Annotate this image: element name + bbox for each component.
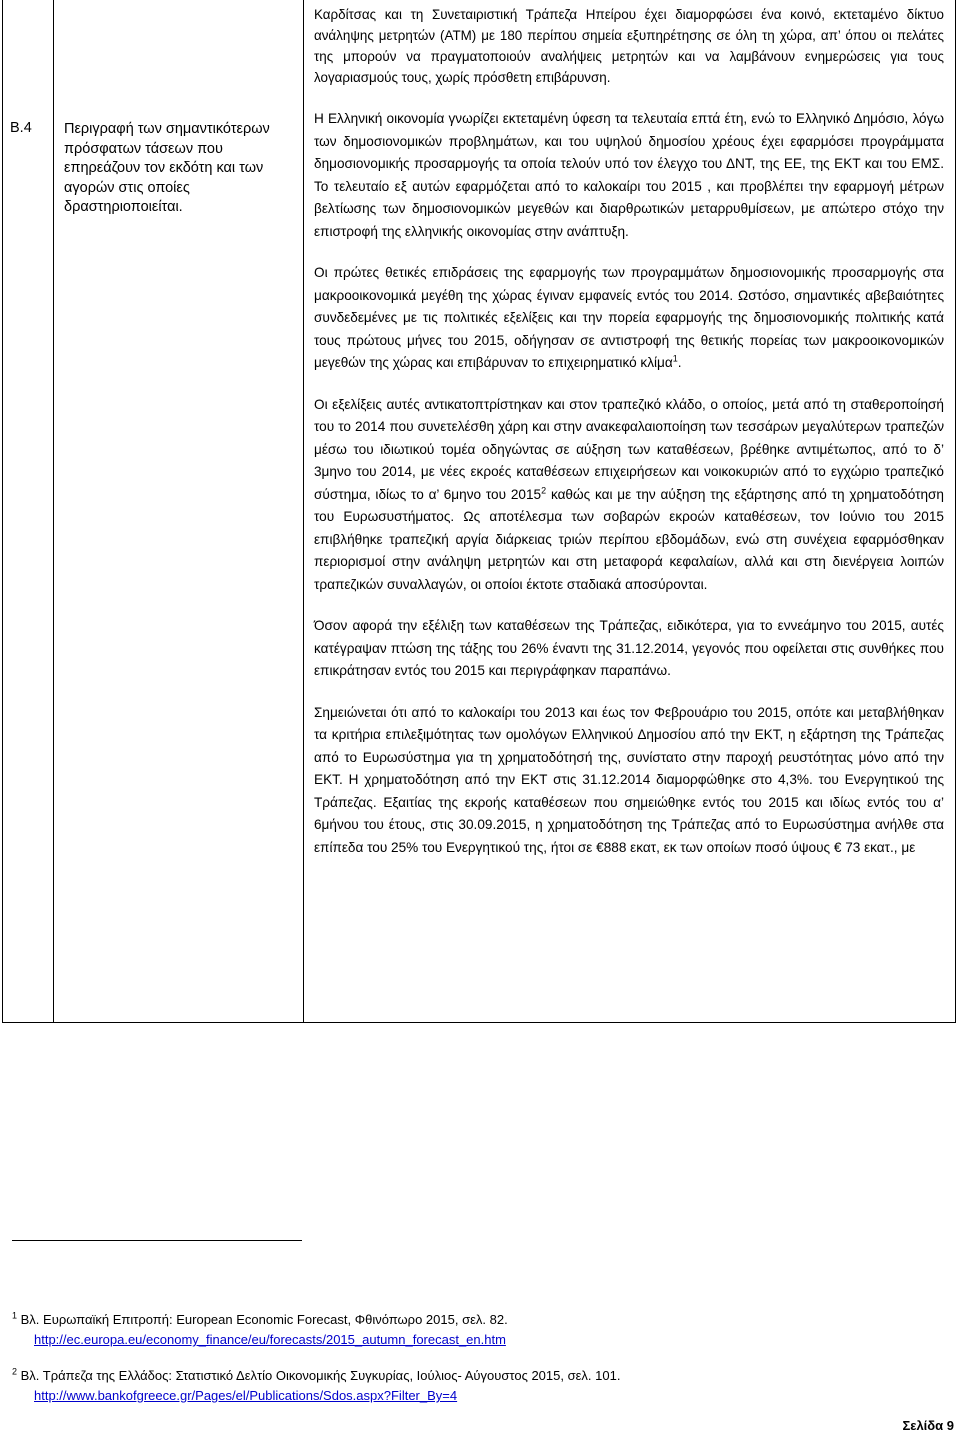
footnote-separator — [12, 1240, 302, 1241]
footnote-text: Βλ. Τράπεζα της Ελλάδος: Στατιστικό Δελτίο Οικονομικής Συγκυρίας, Ιούλιος- Αύγουστος 2015, σελ. 101. — [20, 1368, 621, 1383]
footnote-ref[interactable]: 2 — [541, 484, 547, 495]
section-number: B.4 — [10, 120, 32, 136]
footnote-number: 1 — [12, 1310, 18, 1321]
footnote-link[interactable]: http://ec.europa.eu/economy_finance/eu/forecasts/2015_autumn_forecast_en.htm — [34, 1332, 506, 1347]
paragraph-text: . — [677, 355, 682, 370]
footnote — [12, 1310, 508, 1350]
footnote-ref[interactable]: 1 — [672, 353, 678, 364]
footnote-text: Βλ. Ευρωπαϊκή Επιτροπή: European Economic Forecast, Φθινόπωρο 2015, σελ. 82. — [20, 1312, 508, 1327]
footnote — [12, 1366, 620, 1406]
page-number: Σελίδα 9 — [902, 1418, 954, 1433]
paragraph: Όσον αφορά την εξέλιξη των καταθέσεων της Τράπεζας, ειδικότερα, για το εννεάμηνο του 2015, αυτές κατέγραψαν πτώση της τάξης του 26% έναντι της 31.12.2014, γεγονός που οφείλεται στις συνθήκες που επικράτησαν εντός του 2015 και περιγράφηκαν παραπάνω. — [314, 618, 944, 678]
section-content — [314, 4, 944, 878]
section-title: Περιγραφή των σημαντικότερων πρόσφατων τάσεων που επηρεάζουν τον εκδότη και των αγορών στις οποίες δραστηριοποιείται. — [64, 121, 270, 215]
paragraph — [314, 394, 944, 597]
paragraph-text: Οι εξελίξεις αυτές αντικατοπτρίστηκαν και στον τραπεζικό κλάδο, ο οποίος, μετά από τη σταθεροποίησή του το 2014 που συνετελέσθη χάρη και στην ανακεφαλαιοποίηση των τεσσάρων μεγαλύτερων τραπεζών μέσω του ιδιωτικού τομέα οδηγώντας σε αύξηση των καταθέσεων, βρέθηκε αντιμέτωπος, από το δ’ 3μηνο του 2014, με νέες εκροές καταθέσεων επιχειρήσεων και νοικοκυριών από το εγχώριο τραπεζικό σύστημα, ιδίως το α’ 6μηνο του 2015 — [314, 396, 944, 502]
footnote-number: 2 — [12, 1366, 18, 1377]
paragraph-text: καθώς και με την αύξηση της εξάρτησης από τη χρηματοδότηση του Ευρωσυστήματος. Ως αποτέλεσμα των σοβαρών εκροών καταθέσεων, τον Ιούνιο του 2015 επιβλήθηκε τραπεζική αργία διάρκειας τριών περίπου εβδομάδων, ενώ στη συνέχεια εφαρμόσθηκαν περιορισμοί στην ανάληψη μετρητών και στη μεταφορά κεφαλαίων, αλλά και στη διενέργεια λοιπών τραπεζικών συναλλαγών, οι οποίοι έκτοτε σταδιακά αποσύρονται. — [314, 486, 944, 592]
footnote-link[interactable]: http://www.bankofgreece.gr/Pages/el/Publications/Sdos.aspx?Filter_By=4 — [34, 1388, 458, 1403]
paragraph: Η Ελληνική οικονομία γνωρίζει εκτεταμένη ύφεση τα τελευταία επτά έτη, ενώ το Ελληνικό Δημόσιο, λόγω των δημοσιονομικών προβλημάτων, και του υψηλού δημοσίου χρέους έχει εφαρμόσει προγράμματα δημοσιονομικής προσαρμογής τα οποία τελούν υπό τον έλεγχο του ΔΝΤ, της ΕΕ, της ΕΚΤ και του ΕΜΣ. Το τελευταίο εξ αυτών εφαρμόζεται από το καλοκαίρι του 2015 , και προβλέπει την εφαρμογή μέτρων βελτίωσης των δημοσιονομικών μεγεθών και διαρθρωτικών μεταρρυθμίσεων, με απώτερο στόχο την επιστροφή της ελληνικής οικονομίας στην ανάπτυξη. — [314, 111, 944, 239]
paragraph — [314, 262, 944, 375]
column-divider — [303, 0, 304, 1022]
paragraph-text: Οι πρώτες θετικές επιδράσεις της εφαρμογής των προγραμμάτων δημοσιονομικής προσαρμογής στα μακροοικονομικά μεγέθη της χώρας έγιναν εμφανείς εντός του 2014. Ωστόσο, σημαντικές αβεβαιότητες συνδεδεμένες με τις πολιτικές εξελίξεις και την πορεία εφαρμογής της δημοσιονομικής πολιτικής κατά τους πρώτους μήνες του 2015, οδήγησαν σε αντιστροφή της θετικής πορείας των μακροοικονομικών μεγεθών της χώρας και επιβάρυναν το επιχειρηματικό κλίμα — [314, 265, 944, 370]
paragraph: Σημειώνεται ότι από το καλοκαίρι του 2013 και έως τον Φεβρουάριο του 2015, οπότε και μεταβλήθηκαν τα κριτήρια επιλεξιμότητας των ομολόγων Ελληνικού Δημοσίου από την ΕΚΤ, η εξάρτηση της Τράπεζας από το Ευρωσύστημα για τη χρηματοδότησή της, συνίστατο στην παροχή ρευστότητας μόνο από την ΕΚΤ. Η χρηματοδότηση από την ΕΚΤ στις 31.12.2014 διαμορφώθηκε στο 4,3%. του Ενεργητικού της Τράπεζας. Εξαιτίας της εκροής καταθέσεων που σημειώθηκε εντός του 2015 και ιδίως εντός του α’ 6μήνου του έτους, στις 30.09.2015, η χρηματοδότηση της Τράπεζας από το Ευρωσύστημα ανήλθε στα επίπεδα του 25% του Ενεργητικού της, ήτοι σε €888 εκατ, εκ των οποίων ποσό ύψους € 73 εκατ., με — [314, 704, 944, 855]
column-divider — [53, 0, 54, 1022]
paragraph: Καρδίτσας και τη Συνεταιριστική Τράπεζα Ηπείρου έχει διαμορφώσει ένα κοινό, εκτεταμένο δίκτυο ανάληψης μετρητών (ΑΤΜ) με 180 περίπου σημεία εξυπηρέτησης σε όλη τη χώρα, απ’ όπου οι πελάτες της μπορούν να πραγματοποιούν αναλήψεις μετρητών και να λαμβάνουν ενημερώσεις για τους λογαριασμούς τους, χωρίς πρόσθετη επιβάρυνση. — [314, 7, 944, 85]
